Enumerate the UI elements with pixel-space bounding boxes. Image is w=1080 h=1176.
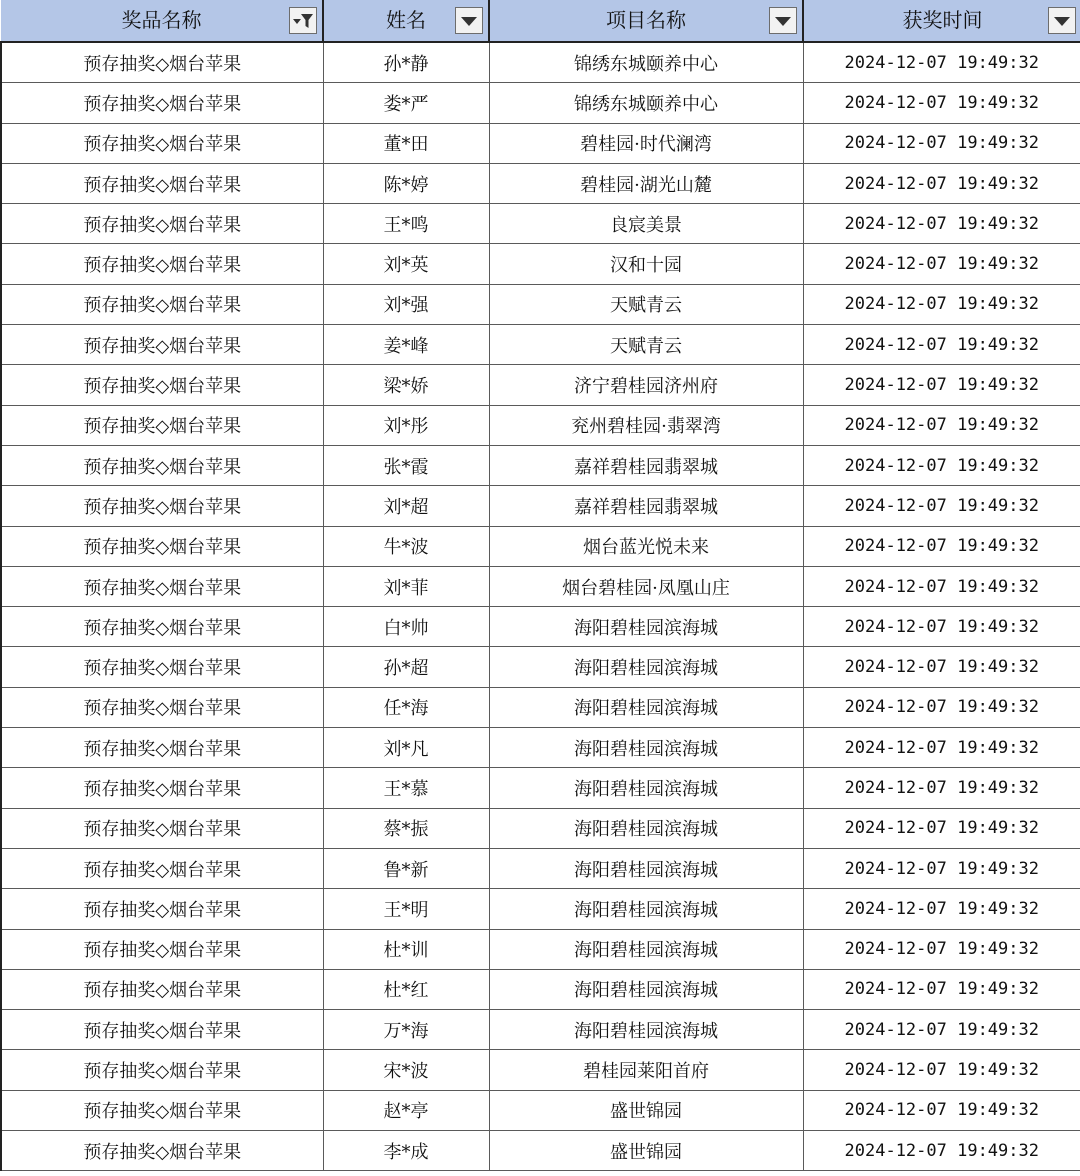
prize-cell[interactable]: 预存抽奖◇烟台苹果 <box>1 486 323 526</box>
time-cell[interactable]: 2024-12-07 19:49:32 <box>803 728 1080 768</box>
project-cell[interactable]: 海阳碧桂园滨海城 <box>489 647 803 687</box>
prize-cell[interactable]: 预存抽奖◇烟台苹果 <box>1 526 323 566</box>
time-cell[interactable]: 2024-12-07 19:49:32 <box>803 365 1080 405</box>
time-cell[interactable]: 2024-12-07 19:49:32 <box>803 1131 1080 1171</box>
table-row <box>1 526 1080 566</box>
prize-cell[interactable]: 预存抽奖◇烟台苹果 <box>1 1010 323 1050</box>
prize-cell[interactable]: 预存抽奖◇烟台苹果 <box>1 1131 323 1171</box>
name-cell[interactable]: 牛*波 <box>323 526 489 566</box>
name-cell[interactable]: 刘*英 <box>323 244 489 284</box>
table-row <box>1 566 1080 606</box>
project-cell[interactable]: 锦绣东城颐养中心 <box>489 42 803 83</box>
table-row <box>1 1090 1080 1130</box>
prize-cell[interactable]: 预存抽奖◇烟台苹果 <box>1 929 323 969</box>
name-cell[interactable]: 王*慕 <box>323 768 489 808</box>
project-cell[interactable]: 海阳碧桂园滨海城 <box>489 687 803 727</box>
project-cell[interactable]: 海阳碧桂园滨海城 <box>489 929 803 969</box>
time-cell[interactable]: 2024-12-07 19:49:32 <box>803 526 1080 566</box>
project-cell[interactable]: 天赋青云 <box>489 325 803 365</box>
project-cell[interactable]: 天赋青云 <box>489 284 803 324</box>
prize-cell[interactable]: 预存抽奖◇烟台苹果 <box>1 445 323 485</box>
time-cell[interactable]: 2024-12-07 19:49:32 <box>803 1090 1080 1130</box>
prize-cell[interactable]: 预存抽奖◇烟台苹果 <box>1 123 323 163</box>
project-cell[interactable]: 海阳碧桂园滨海城 <box>489 607 803 647</box>
prize-cell[interactable]: 预存抽奖◇烟台苹果 <box>1 163 323 203</box>
time-cell[interactable]: 2024-12-07 19:49:32 <box>803 405 1080 445</box>
table-row <box>1 365 1080 405</box>
table-row <box>1 607 1080 647</box>
prize-cell[interactable]: 预存抽奖◇烟台苹果 <box>1 687 323 727</box>
table-row <box>1 647 1080 687</box>
time-cell[interactable]: 2024-12-07 19:49:32 <box>803 284 1080 324</box>
project-cell[interactable]: 嘉祥碧桂园翡翠城 <box>489 486 803 526</box>
prize-cell[interactable]: 预存抽奖◇烟台苹果 <box>1 1090 323 1130</box>
header-name-label: 姓名 <box>386 8 426 32</box>
time-cell[interactable]: 2024-12-07 19:49:32 <box>803 163 1080 203</box>
time-cell[interactable]: 2024-12-07 19:49:32 <box>803 123 1080 163</box>
name-cell[interactable]: 刘*强 <box>323 284 489 324</box>
prize-cell[interactable]: 预存抽奖◇烟台苹果 <box>1 1050 323 1090</box>
prize-cell[interactable]: 预存抽奖◇烟台苹果 <box>1 889 323 929</box>
prize-cell[interactable]: 预存抽奖◇烟台苹果 <box>1 808 323 848</box>
header-row <box>1 0 1080 42</box>
table-row <box>1 123 1080 163</box>
name-cell[interactable]: 任*海 <box>323 687 489 727</box>
time-cell[interactable]: 2024-12-07 19:49:32 <box>803 808 1080 848</box>
time-cell[interactable]: 2024-12-07 19:49:32 <box>803 607 1080 647</box>
name-cell[interactable]: 娄*严 <box>323 83 489 123</box>
name-cell[interactable]: 宋*波 <box>323 1050 489 1090</box>
time-cell[interactable]: 2024-12-07 19:49:32 <box>803 687 1080 727</box>
time-filter-button[interactable] <box>1048 7 1076 34</box>
time-cell[interactable]: 2024-12-07 19:49:32 <box>803 848 1080 888</box>
name-cell[interactable]: 鲁*新 <box>323 848 489 888</box>
table-row <box>1 405 1080 445</box>
prize-cell[interactable]: 预存抽奖◇烟台苹果 <box>1 83 323 123</box>
name-filter-button[interactable] <box>455 7 483 34</box>
prize-cell[interactable]: 预存抽奖◇烟台苹果 <box>1 647 323 687</box>
header-prize[interactable] <box>1 0 323 42</box>
prize-cell[interactable]: 预存抽奖◇烟台苹果 <box>1 607 323 647</box>
time-cell[interactable]: 2024-12-07 19:49:32 <box>803 1010 1080 1050</box>
name-cell[interactable]: 杜*训 <box>323 929 489 969</box>
project-cell[interactable]: 良宸美景 <box>489 204 803 244</box>
prize-cell[interactable]: 预存抽奖◇烟台苹果 <box>1 204 323 244</box>
project-cell[interactable]: 海阳碧桂园滨海城 <box>489 728 803 768</box>
project-cell[interactable]: 锦绣东城颐养中心 <box>489 83 803 123</box>
name-cell[interactable]: 姜*峰 <box>323 325 489 365</box>
table-body <box>1 42 1080 1171</box>
time-cell[interactable]: 2024-12-07 19:49:32 <box>803 325 1080 365</box>
time-cell[interactable]: 2024-12-07 19:49:32 <box>803 204 1080 244</box>
project-cell[interactable]: 海阳碧桂园滨海城 <box>489 1010 803 1050</box>
table-row <box>1 325 1080 365</box>
table-row <box>1 848 1080 888</box>
table-row <box>1 889 1080 929</box>
time-cell[interactable]: 2024-12-07 19:49:32 <box>803 768 1080 808</box>
dropdown-arrow-icon <box>460 15 478 27</box>
name-cell[interactable]: 李*成 <box>323 1131 489 1171</box>
table-row <box>1 808 1080 848</box>
name-cell[interactable]: 王*明 <box>323 889 489 929</box>
project-cell[interactable]: 海阳碧桂园滨海城 <box>489 848 803 888</box>
project-cell[interactable]: 烟台碧桂园·凤凰山庄 <box>489 566 803 606</box>
header-project[interactable] <box>489 0 803 42</box>
table-row <box>1 244 1080 284</box>
table-row <box>1 929 1080 969</box>
table-row <box>1 1010 1080 1050</box>
table-row <box>1 445 1080 485</box>
table-row <box>1 1131 1080 1171</box>
name-cell[interactable]: 刘*菲 <box>323 566 489 606</box>
table-row <box>1 728 1080 768</box>
name-cell[interactable]: 赵*亭 <box>323 1090 489 1130</box>
project-cell[interactable]: 济宁碧桂园济州府 <box>489 365 803 405</box>
prize-cell[interactable]: 预存抽奖◇烟台苹果 <box>1 284 323 324</box>
table-row <box>1 204 1080 244</box>
project-cell[interactable]: 嘉祥碧桂园翡翠城 <box>489 445 803 485</box>
header-prize-label: 奖品名称 <box>121 8 202 32</box>
project-cell[interactable]: 兖州碧桂园·翡翠湾 <box>489 405 803 445</box>
time-cell[interactable]: 2024-12-07 19:49:32 <box>803 83 1080 123</box>
time-cell[interactable]: 2024-12-07 19:49:32 <box>803 1050 1080 1090</box>
header-project-label: 项目名称 <box>606 8 686 32</box>
prize-cell[interactable]: 预存抽奖◇烟台苹果 <box>1 728 323 768</box>
table-row <box>1 42 1080 83</box>
prize-cell[interactable]: 预存抽奖◇烟台苹果 <box>1 768 323 808</box>
header-name[interactable] <box>323 0 489 42</box>
filter-active-icon <box>292 11 314 31</box>
table-row <box>1 284 1080 324</box>
name-cell[interactable]: 张*霞 <box>323 445 489 485</box>
name-cell[interactable]: 陈*婷 <box>323 163 489 203</box>
time-cell[interactable]: 2024-12-07 19:49:32 <box>803 929 1080 969</box>
project-cell[interactable]: 盛世锦园 <box>489 1090 803 1130</box>
project-cell[interactable]: 汉和十园 <box>489 244 803 284</box>
prize-filter-button[interactable] <box>289 7 317 34</box>
prize-cell[interactable]: 预存抽奖◇烟台苹果 <box>1 405 323 445</box>
name-cell[interactable]: 董*田 <box>323 123 489 163</box>
project-cell[interactable]: 碧桂园·时代澜湾 <box>489 123 803 163</box>
header-time-label: 获奖时间 <box>902 8 983 32</box>
project-cell[interactable]: 海阳碧桂园滨海城 <box>489 969 803 1009</box>
name-cell[interactable]: 杜*红 <box>323 969 489 1009</box>
time-cell[interactable]: 2024-12-07 19:49:32 <box>803 244 1080 284</box>
table-row <box>1 163 1080 203</box>
name-cell[interactable]: 孙*静 <box>323 42 489 83</box>
prize-cell[interactable]: 预存抽奖◇烟台苹果 <box>1 365 323 405</box>
time-cell[interactable]: 2024-12-07 19:49:32 <box>803 42 1080 83</box>
prize-cell[interactable]: 预存抽奖◇烟台苹果 <box>1 42 323 83</box>
time-cell[interactable]: 2024-12-07 19:49:32 <box>803 486 1080 526</box>
prize-cell[interactable]: 预存抽奖◇烟台苹果 <box>1 325 323 365</box>
table-row <box>1 687 1080 727</box>
header-time[interactable] <box>803 0 1080 42</box>
name-cell[interactable]: 梁*娇 <box>323 365 489 405</box>
name-cell[interactable]: 刘*凡 <box>323 728 489 768</box>
name-cell[interactable]: 白*帅 <box>323 607 489 647</box>
time-cell[interactable]: 2024-12-07 19:49:32 <box>803 889 1080 929</box>
project-cell[interactable]: 碧桂园·湖光山麓 <box>489 163 803 203</box>
project-cell[interactable]: 海阳碧桂园滨海城 <box>489 808 803 848</box>
project-cell[interactable]: 海阳碧桂园滨海城 <box>489 768 803 808</box>
time-cell[interactable]: 2024-12-07 19:49:32 <box>803 969 1080 1009</box>
name-cell[interactable]: 王*鸣 <box>323 204 489 244</box>
name-cell[interactable]: 万*海 <box>323 1010 489 1050</box>
table-row <box>1 486 1080 526</box>
table-header <box>1 0 1080 42</box>
prize-cell[interactable]: 预存抽奖◇烟台苹果 <box>1 848 323 888</box>
time-cell[interactable]: 2024-12-07 19:49:32 <box>803 445 1080 485</box>
table-row <box>1 768 1080 808</box>
project-filter-button[interactable] <box>769 7 797 34</box>
project-cell[interactable]: 盛世锦园 <box>489 1131 803 1171</box>
project-cell[interactable]: 海阳碧桂园滨海城 <box>489 889 803 929</box>
project-cell[interactable]: 碧桂园莱阳首府 <box>489 1050 803 1090</box>
name-cell[interactable]: 蔡*振 <box>323 808 489 848</box>
project-cell[interactable]: 烟台蓝光悦未来 <box>489 526 803 566</box>
name-cell[interactable]: 刘*超 <box>323 486 489 526</box>
time-cell[interactable]: 2024-12-07 19:49:32 <box>803 647 1080 687</box>
prize-cell[interactable]: 预存抽奖◇烟台苹果 <box>1 566 323 606</box>
time-cell[interactable]: 2024-12-07 19:49:32 <box>803 566 1080 606</box>
table-row <box>1 83 1080 123</box>
dropdown-arrow-icon <box>774 15 792 27</box>
table-row <box>1 1050 1080 1090</box>
table-row <box>1 969 1080 1009</box>
prize-cell[interactable]: 预存抽奖◇烟台苹果 <box>1 969 323 1009</box>
dropdown-arrow-icon <box>1053 15 1071 27</box>
prize-cell[interactable]: 预存抽奖◇烟台苹果 <box>1 244 323 284</box>
name-cell[interactable]: 刘*彤 <box>323 405 489 445</box>
name-cell[interactable]: 孙*超 <box>323 647 489 687</box>
